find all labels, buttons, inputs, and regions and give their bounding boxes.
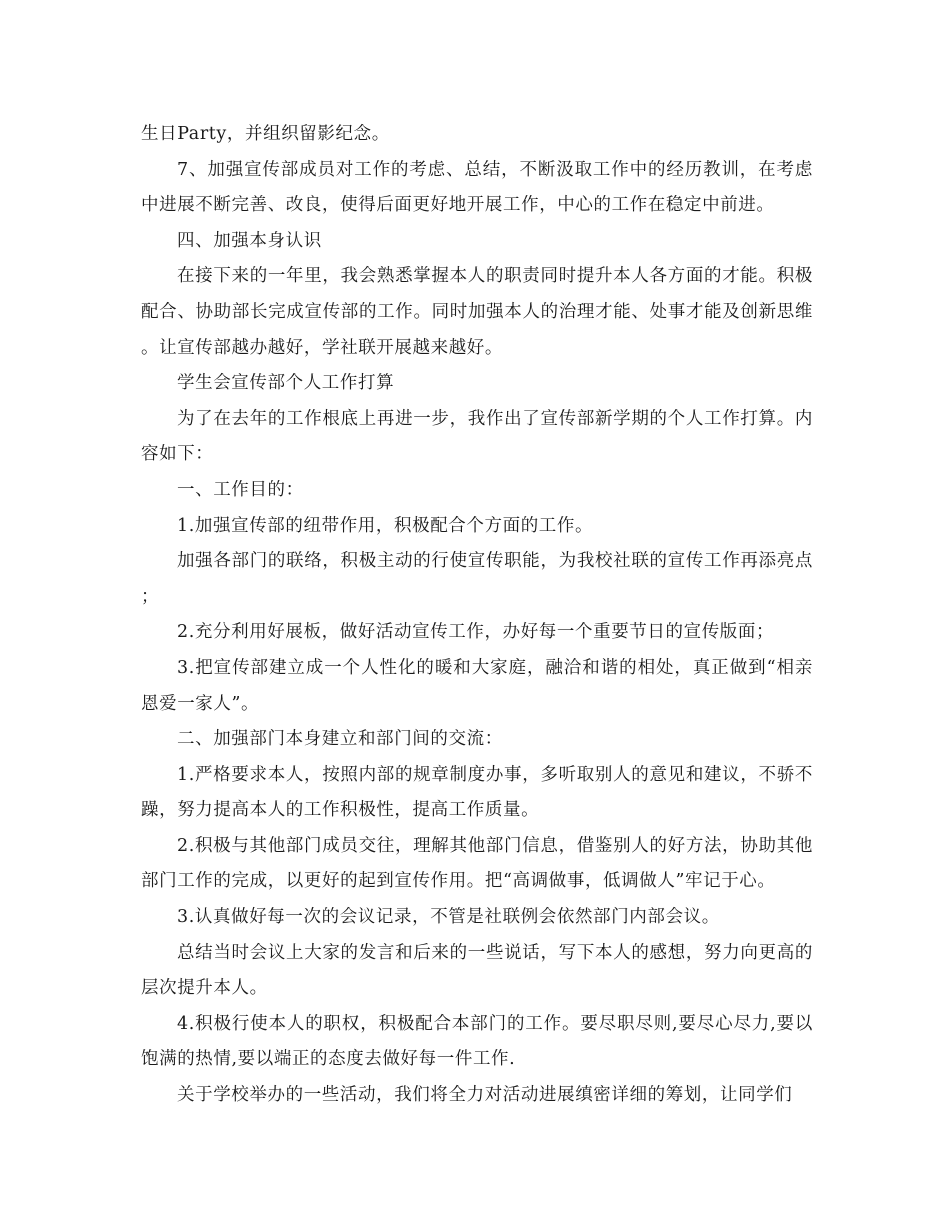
- paragraph: 关于学校举办的一些活动，我们将全力对活动进展缜密详细的筹划，让同学们: [177, 1085, 793, 1106]
- paragraph: 加强各部门的联络，积极主动的行使宣传职能，为我校社联的宣传工作再添亮点；: [141, 551, 813, 607]
- paragraph: 总结当时会议上大家的发言和后来的一些说话，写下本人的感想，努力向更高的层次提升本人。: [141, 942, 813, 999]
- paragraph: 为了在去年的工作根底上再进一步，我作出了宣传部新学期的个人工作打算。内容如下：: [141, 408, 813, 465]
- paragraph: 2.充分利用好展板，做好活动宣传工作，办好每一个重要节日的宣传版面；: [177, 622, 775, 643]
- paragraph: 1.加强宣传部的纽带作用，积极配合个方面的工作。: [177, 515, 594, 536]
- paragraph: 在接下来的一年里，我会熟悉掌握本人的职责同时提升本人各方面的才能。积极配合、协助部长完成宣传部的工作。同时加强本人的治理才能、处事才能及创新思维。让宣传部越办越好，学社联开展越来越好。: [141, 266, 813, 358]
- paragraph: 4.积极行使本人的职权，积极配合本部门的工作。要尽职尽则,要尽心尽力,要以饱满的热情,要以端正的态度去做好每一件工作.: [141, 1013, 813, 1070]
- paragraph: 生日Party，并组织留影纪念。: [141, 124, 390, 144]
- paragraph: 7、加强宣传部成员对工作的考虑、总结，不断汲取工作中的经历教训，在考虑中进展不断完善、改良，使得后面更好地开展工作，中心的工作在稳定中前进。: [141, 159, 813, 216]
- paragraph: 1.严格要求本人，按照内部的规章制度办事，多听取别人的意见和建议，不骄不躁，努力提高本人的工作积极性，提高工作质量。: [141, 764, 813, 821]
- paragraph: 二、加强部门本身建立和部门间的交流：: [177, 729, 503, 750]
- paragraph: 一、工作目的：: [177, 479, 304, 500]
- paragraph: 学生会宣传部个人工作打算: [177, 373, 395, 394]
- paragraph: 四、加强本身认识: [177, 230, 322, 251]
- paragraph: 3.认真做好每一次的会议记录，不管是社联例会依然部门内部会议。: [177, 907, 720, 928]
- paragraph: 2.积极与其他部门成员交往，理解其他部门信息，借鉴别人的好方法，协助其他部门工作的完成，以更好的起到宣传作用。把“高调做事，低调做人”牢记于心。: [141, 835, 813, 892]
- paragraph: 3.把宣传部建立成一个人性化的暖和大家庭，融洽和谐的相处，真正做到“相亲恩爱一家人”。: [141, 657, 813, 714]
- document-body: [141, 117, 813, 1114]
